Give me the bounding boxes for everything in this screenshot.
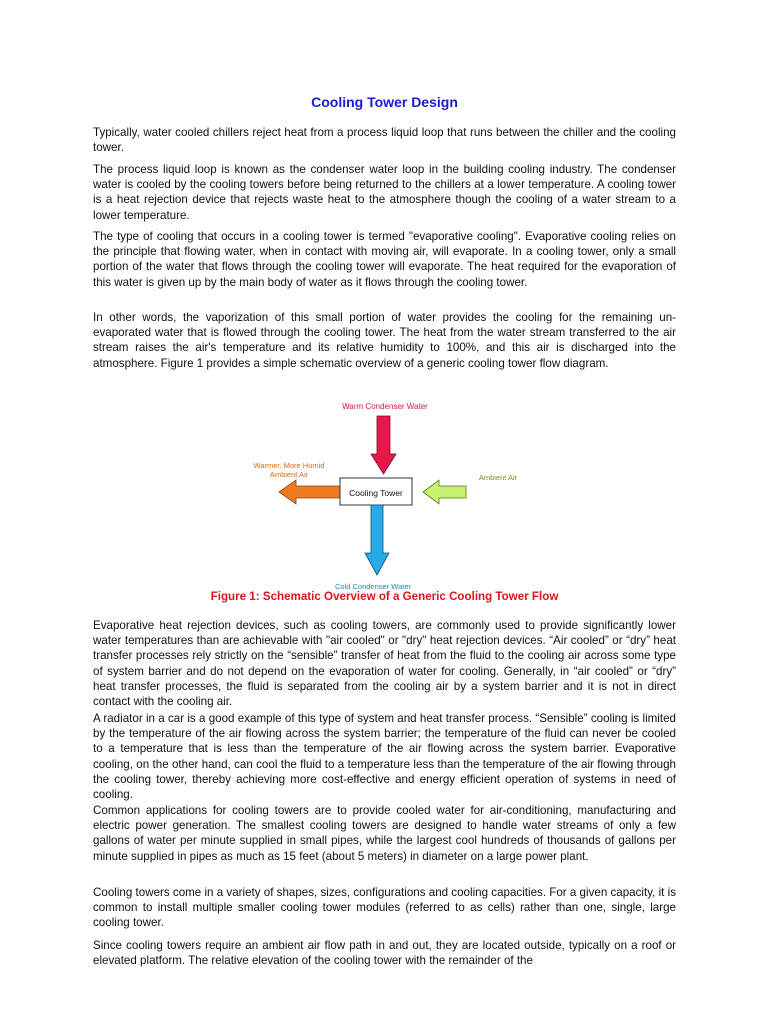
- paragraph-5: Evaporative heat rejection devices, such as cooling towers, are commonly used to provide significantly lower water temperatures than are achievable with "air cooled" or "dry" heat rejection devices. “Air cooled” or “dry” heat transfer processes rely strictly on the “sensible” transfer of heat from the fluid to the cooling air across some type of system barrier and do not depend on the evaporation of water for cooling. Generally, in “air cooled” or “dry” heat transfer processes, the fluid is separated from the cooling air by a system barrier and it is not in direct contact with the cooling air.: [93, 619, 676, 709]
- warm-water-inlet-arrow: [371, 416, 396, 474]
- ambient-air-label: Ambient Air: [478, 473, 518, 482]
- cooling-tower-flow-diagram: [233, 398, 533, 590]
- paragraph-9: Since cooling towers require an ambient air flow path in and out, they are located outside, typically on a roof or elevated platform. The relative elevation of the cooling tower with the remainder of the: [93, 939, 676, 968]
- cooling-tower-box-label: Cooling Tower: [349, 488, 403, 498]
- paragraph-2: The process liquid loop is known as the condenser water loop in the building cooling industry. The condenser water is cooled by the cooling towers before being returned to the chillers at a lower temperature. A cooling tower is a heat rejection device that rejects waste heat to the atmosphere though the cooling of a water stream to a lower temperature.: [93, 163, 676, 222]
- paragraph-1: Typically, water cooled chillers reject heat from a process liquid loop that runs between the chiller and the cooling tower.: [93, 126, 676, 155]
- paragraph-8: Cooling towers come in a variety of shapes, sizes, configurations and cooling capacities. For a given capacity, it is common to install multiple smaller cooling tower modules (referred to as cells) rather than one, single, large cooling tower.: [93, 886, 676, 930]
- paragraph-7: Common applications for cooling towers are to provide cooled water for air-conditioning, manufacturing and electric power generation. The smallest cooling towers are designed to handle water streams of only a few gallons of water per minute supplied in small pipes, while the largest cool hundreds of thousands of gallons per minute supplied in pipes as much as 15 feet (about 5 meters) in diameter on a large power plant.: [93, 804, 676, 863]
- warm-condenser-water-label: Warm Condenser Water: [342, 402, 428, 411]
- cold-water-outlet-arrow: [365, 505, 389, 575]
- paragraph-6: A radiator in a car is a good example of this type of system and heat transfer process. “Sensible” cooling is limited by the temperature of the air flowing across the system barrier; the temperature of the fluid can never be cooled to a temperature that is less than the temperature of the air flowing across the system barrier. Evaporative cooling, on the other hand, can cool the fluid to a temperature less than the temperature of the air flowing through the cooling tower, thereby achieving more cost-effective and energy efficient operation of systems in need of cooling.: [93, 712, 676, 802]
- cold-condenser-water-label: Cold Condenser Water: [334, 582, 412, 591]
- paragraph-3: The type of cooling that occurs in a cooling tower is termed "evaporative cooling". Evaporative cooling relies on the principle that flowing water, when in contact with moving air, will evaporate. In a cooling tower, only a small portion of the water that flows through the cooling tower will evaporate. The heat required for the evaporation of this water is given up by the main body of water as it flows through the cooling tower.: [93, 230, 676, 289]
- document-title: Cooling Tower Design: [311, 94, 458, 110]
- paragraph-4: In other words, the vaporization of this small portion of water provides the cooling for the remaining un-evaporated water that is flowed through the cooling tower. The heat from the water stream transferred to the air stream raises the air's temperature and its relative humidity to 100%, and this air is discharged into the atmosphere. Figure 1 provides a simple schematic overview of a generic cooling tower flow diagram.: [93, 311, 676, 370]
- warmer-humid-air-label-line2: Ambient Air: [269, 470, 309, 479]
- ambient-air-inlet-arrow: [423, 480, 466, 504]
- warm-humid-air-outlet-arrow: [279, 480, 340, 504]
- flow-diagram-svg: [233, 398, 533, 590]
- figure-caption: Figure 1: Schematic Overview of a Generic Cooling Tower Flow: [210, 590, 559, 603]
- warmer-humid-air-label-line1: Warmer, More Humid: [253, 461, 325, 470]
